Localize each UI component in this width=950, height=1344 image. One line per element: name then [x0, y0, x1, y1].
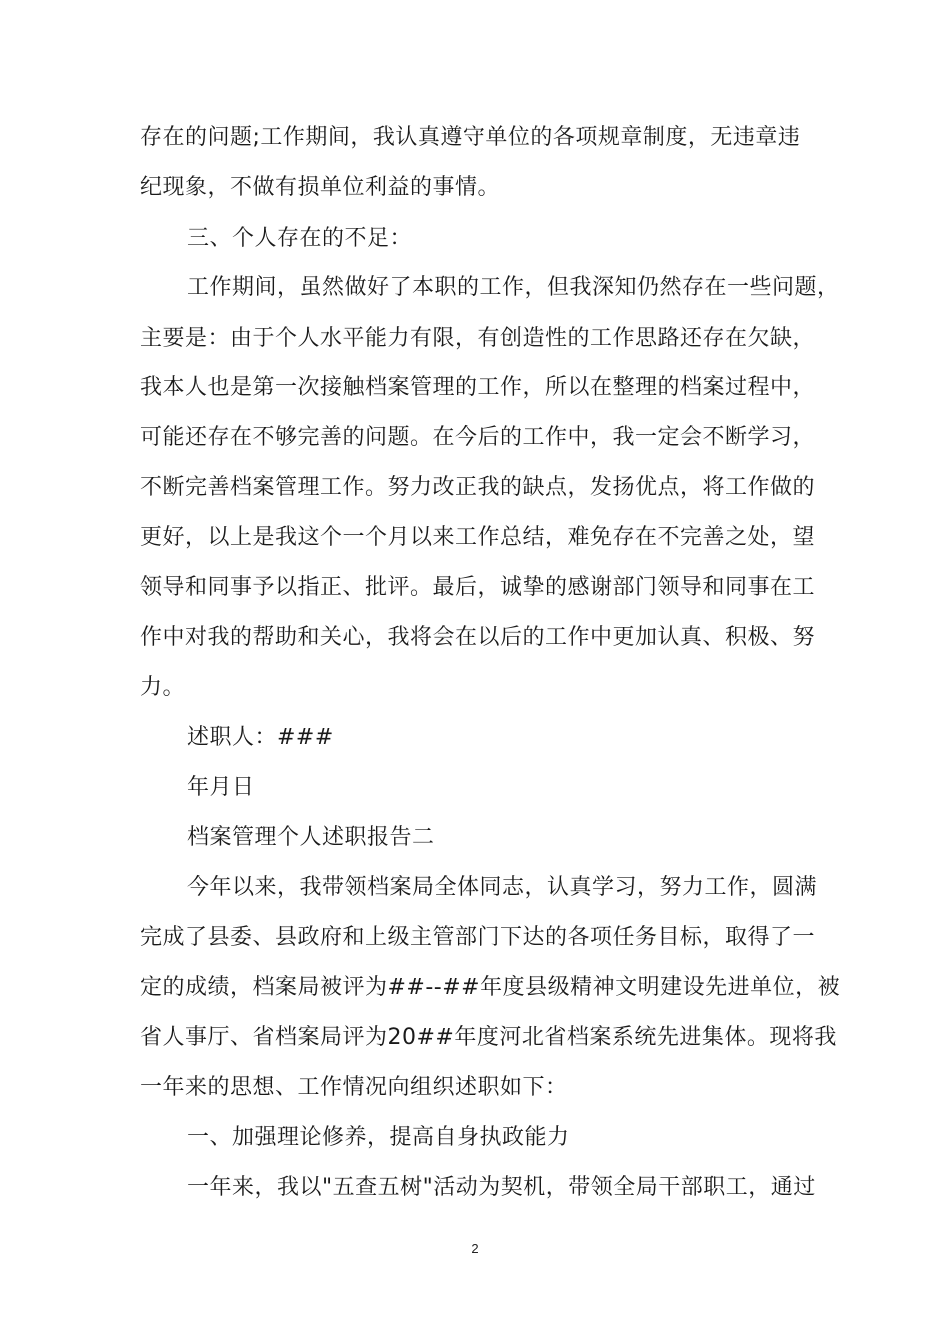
text-line: 纪现象，不做有损单位利益的事情。	[140, 175, 501, 200]
text-line: 省人事厅、省档案局评为20##年度河北省档案系统先进集体。现将我	[140, 1025, 837, 1050]
signature-line: 述职人：###	[187, 725, 334, 750]
text-line: 完成了县委、县政府和上级主管部门下达的各项任务目标，取得了一	[140, 925, 816, 950]
date-line: 年月日	[187, 775, 255, 800]
text-line: 领导和同事予以指正、批评。最后，诚挚的感谢部门领导和同事在工	[140, 575, 816, 600]
text-line: 一年来，我以"五查五树"活动为契机，带领全局干部职工，通过	[187, 1175, 816, 1200]
section-heading: 三、个人存在的不足：	[187, 226, 413, 251]
text-line: 定的成绩，档案局被评为##--##年度县级精神文明建设先进单位，被	[140, 975, 841, 1000]
text-line: 一年来的思想、工作情况向组织述职如下：	[140, 1075, 568, 1100]
page-number: 2	[471, 1241, 479, 1256]
text-line: 力。	[140, 675, 186, 700]
text-line: 可能还存在不够完善的问题。在今后的工作中，我一定会不断学习，	[140, 425, 816, 450]
section-heading: 一、加强理论修养，提高自身执政能力	[187, 1125, 570, 1150]
text-line: 主要是：由于个人水平能力有限，有创造性的工作思路还存在欠缺，	[140, 326, 816, 351]
text-line: 今年以来，我带领档案局全体同志，认真学习，努力工作，圆满	[187, 875, 818, 900]
text-line: 工作期间，虽然做好了本职的工作，但我深知仍然存在一些问题，	[187, 275, 840, 300]
report-title: 档案管理个人述职报告二	[187, 825, 435, 850]
text-line: 存在的问题;工作期间，我认真遵守单位的各项规章制度，无违章违	[140, 125, 801, 150]
text-line: 作中对我的帮助和关心，我将会在以后的工作中更加认真、积极、努	[140, 625, 816, 650]
text-line: 更好，以上是我这个一个月以来工作总结，难免存在不完善之处，望	[140, 525, 816, 550]
text-line: 我本人也是第一次接触档案管理的工作，所以在整理的档案过程中，	[140, 375, 816, 400]
text-line: 不断完善档案管理工作。努力改正我的缺点，发扬优点，将工作做的	[140, 475, 816, 500]
